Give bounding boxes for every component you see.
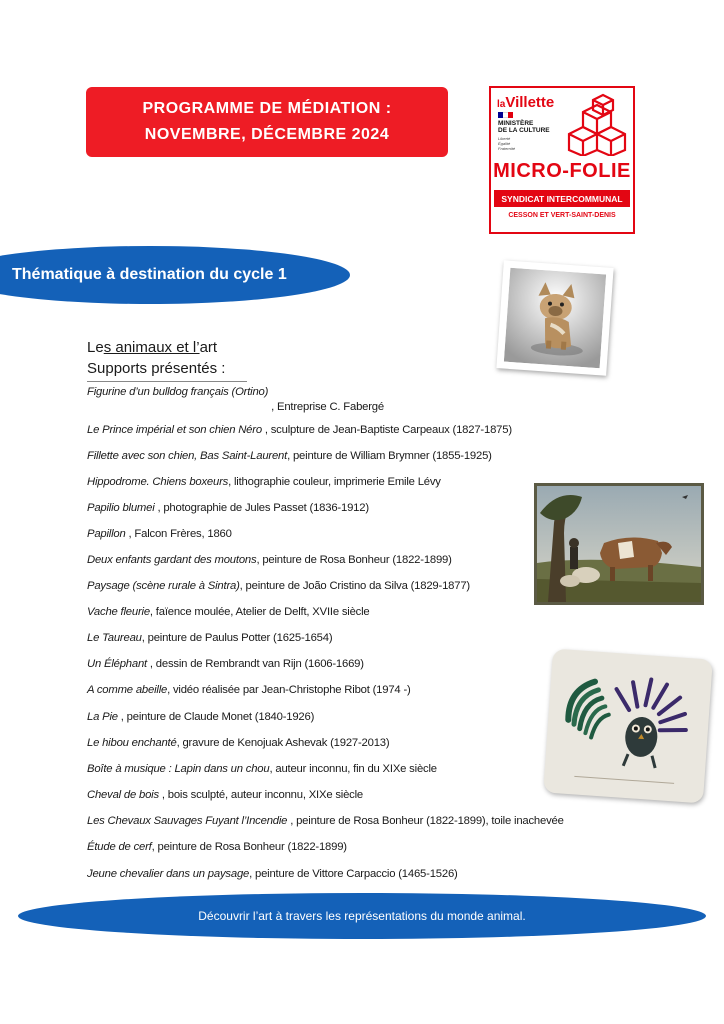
list-item: Boîte à musique : Lapin dans un chou, auteur inconnu, fin du XIXe siècle — [87, 763, 437, 775]
list-item: Figurine d’un bulldog français (Ortino) , Entreprise C. Fabergé — [87, 386, 384, 413]
list-item: Un Éléphant , dessin de Rembrandt van Rijn (1606-1669) — [87, 658, 364, 670]
list-item: Deux enfants gardant des moutons, peinture de Rosa Bonheur (1822-1899) — [87, 554, 452, 566]
la-villette-logo: laVillette — [497, 94, 555, 111]
supports-label: Supports présentés : — [87, 360, 226, 377]
section-title: Les animaux et l’art — [87, 339, 218, 356]
banner-line-1: PROGRAMME DE MÉDIATION : — [142, 100, 392, 117]
theme-label: Thématique à destination du cycle 1 — [12, 266, 287, 283]
list-item: Papilio blumei , photographie de Jules Passet (1836-1912) — [87, 502, 369, 514]
list-item: A comme abeille, vidéo réalisée par Jean-Christophe Ribot (1974 -) — [87, 684, 411, 696]
list-item: Les Chevaux Sauvages Fuyant l’Incendie , peinture de Rosa Bonheur (1822-1899), toile inachevée — [87, 815, 564, 827]
divider — [87, 381, 247, 382]
bulldog-figurine-image — [504, 268, 606, 368]
hibou-enchante-photo — [543, 649, 713, 804]
banner-line-2: NOVEMBRE, DÉCEMBRE 2024 — [144, 126, 390, 143]
french-flag-icon — [498, 112, 513, 118]
syndicat-label: SYNDICAT INTERCOMMUNAL — [494, 190, 630, 207]
cities-label: CESSON ET VERT-SAINT-DENIS — [508, 212, 616, 219]
list-item: Hippodrome. Chiens boxeurs, lithographie couleur, imprimerie Emile Lévy — [87, 476, 441, 488]
list-item: La Pie , peinture de Claude Monet (1840-1926) — [87, 711, 315, 723]
cubes-icon — [565, 92, 629, 156]
list-item: Étude de cerf, peinture de Rosa Bonheur (1822-1899) — [87, 841, 347, 853]
list-item: Papillon , Falcon Frères, 1860 — [87, 528, 232, 540]
republic-motto: Liberté Égalité Fraternité — [498, 136, 516, 151]
list-item: Cheval de bois , bois sculpté, auteur inconnu, XIXe siècle — [87, 789, 364, 801]
taureau-painting-photo — [534, 483, 704, 605]
list-item: Jeune chevalier dans un paysage, peinture de Vittore Carpaccio (1465-1526) — [87, 868, 458, 880]
list-item: Le hibou enchanté, gravure de Kenojuak Ashevak (1927-2013) — [87, 737, 390, 749]
micro-folie-logo — [489, 86, 635, 234]
list-item: Paysage (scène rurale à Sintra), peinture de João Cristino da Silva (1829-1877) — [87, 580, 470, 592]
bulldog-figurine-photo — [496, 260, 613, 375]
program-banner — [86, 87, 448, 157]
footer-label: Découvrir l’art à travers les représentations du monde animal. — [198, 909, 526, 923]
ministry-label: MINISTÈRE DE LA CULTURE — [498, 120, 550, 134]
list-item: Le Taureau, peinture de Paulus Potter (1625-1654) — [87, 632, 333, 644]
list-item: Vache fleurie, faïence moulée, Atelier de Delft, XVIIe siècle — [87, 606, 370, 618]
list-item: Le Prince impérial et son chien Néro , sculpture de Jean-Baptiste Carpeaux (1827-1875) — [87, 424, 512, 436]
taureau-painting-image — [534, 483, 704, 605]
list-item: Fillette avec son chien, Bas Saint-Laurent, peinture de William Brymner (1855-1925) — [87, 450, 492, 462]
micro-folie-title: MICRO-FOLIE — [493, 160, 631, 182]
hibou-enchante-image — [543, 649, 713, 804]
